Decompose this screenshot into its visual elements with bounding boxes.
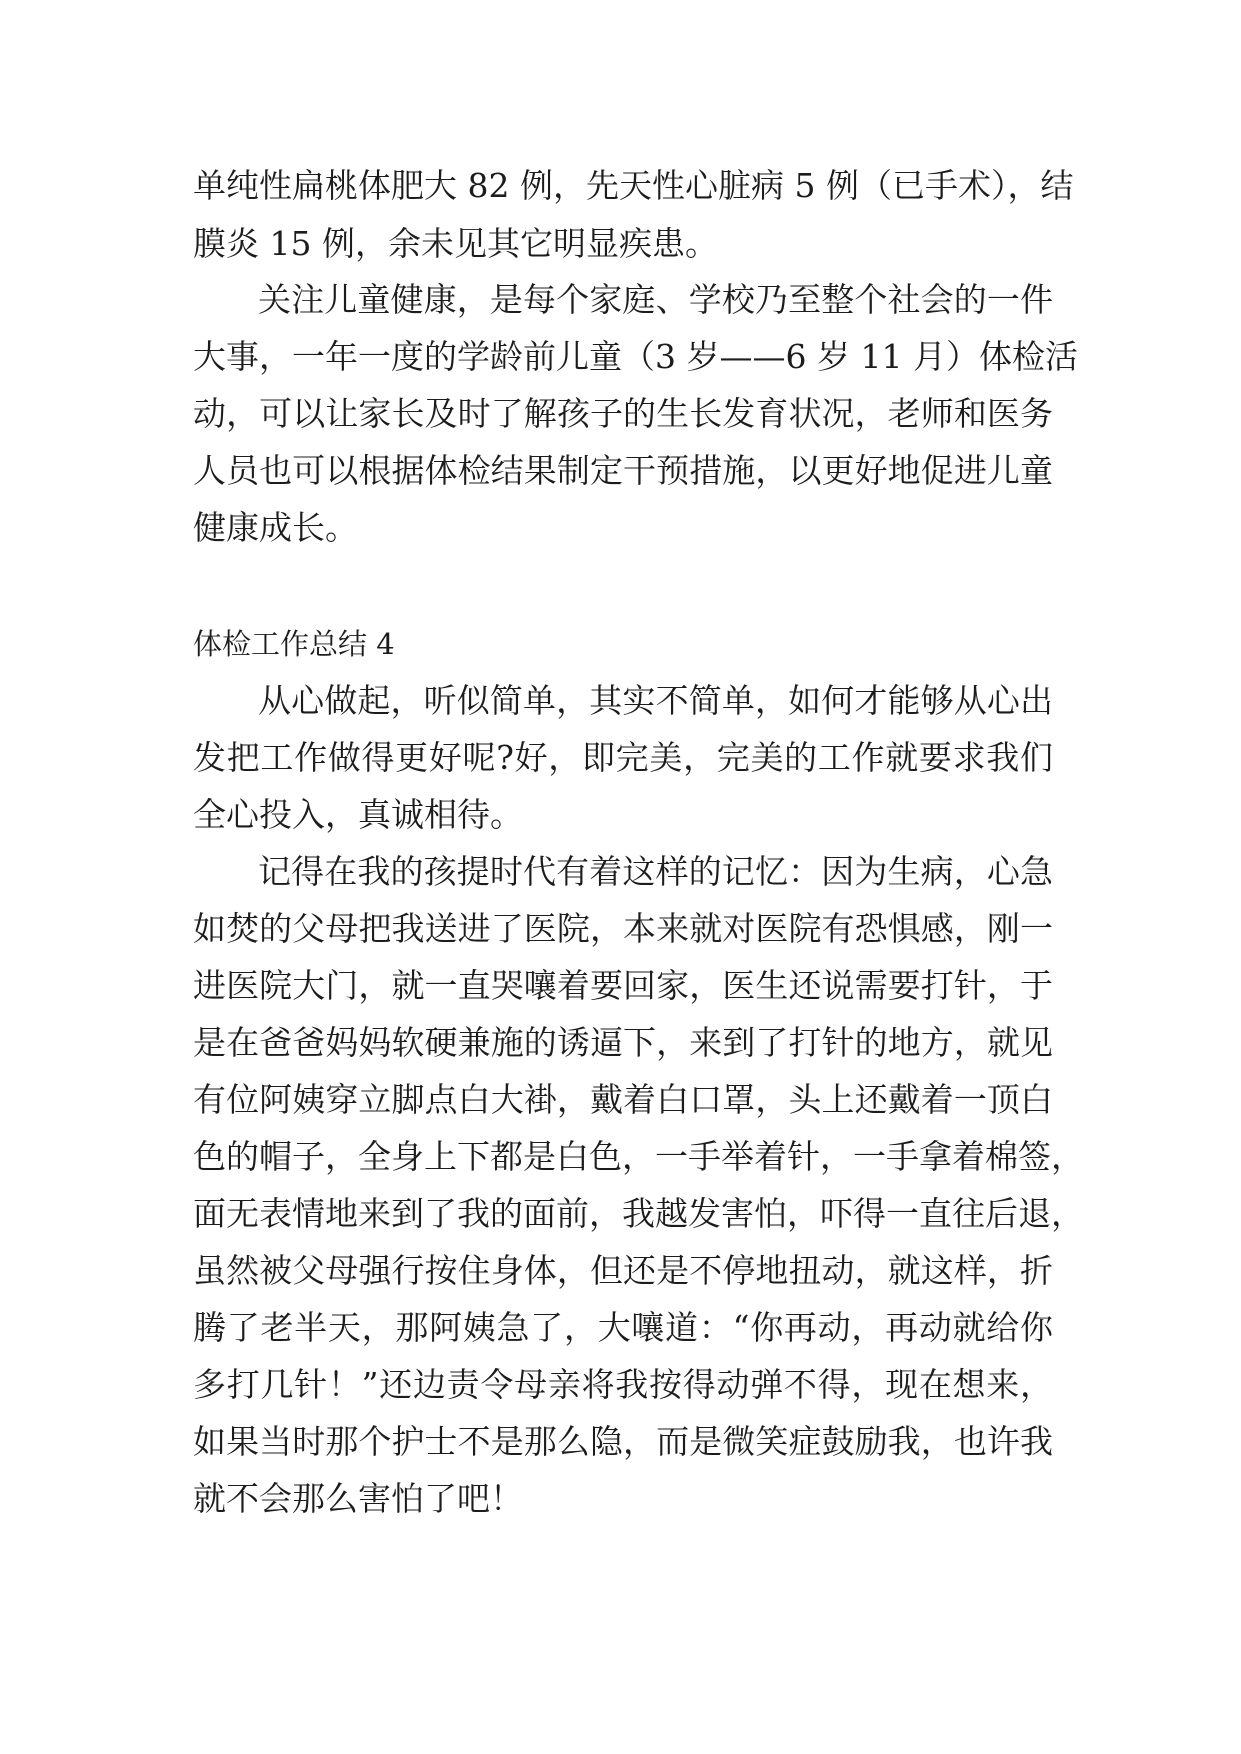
paragraph-2-line-1: 关注儿童健康，是每个家庭、学校乃至整个社会的一件 [258,280,1053,319]
paragraph-4-line-5: 有位阿姨穿立脚点白大褂，戴着白口罩，头上还戴着一顶白 [193,1080,1053,1119]
paragraph-4-line-10: 多打几针！”还边责令母亲将我按得动弹不得，现在想来， [193,1365,1053,1404]
paragraph-2-line-2: 大事，一年一度的学龄前儿童（3 岁——6 岁 11 月）体检活 [193,337,1078,376]
paragraph-2-line-4: 人员也可以根据体检结果制定干预措施，以更好地促进儿童 [193,451,1053,490]
paragraph-4-line-11: 如果当时那个护士不是那么隐，而是微笑症鼓励我，也许我 [193,1422,1053,1461]
paragraph-4-line-12: 就不会那么害怕了吧！ [193,1479,523,1518]
paragraph-4-line-2: 如焚的父母把我送进了医院，本来就对医院有恐惧感，刚一 [193,909,1053,948]
paragraph-4-line-6: 色的帽子，全身上下都是白色，一手举着针，一手拿着棉签， [193,1137,1084,1176]
paragraph-4-line-3: 进医院大门，就一直哭嚷着要回家，医生还说需要打针，于 [193,966,1053,1005]
paragraph-2-line-5: 健康成长。 [193,508,358,547]
paragraph-2-line-3: 动，可以让家长及时了解孩子的生长发育状况，老师和医务 [193,394,1053,433]
paragraph-1-line-1: 单纯性扁桃体肥大 82 例，先天性心脏病 5 例（已手术），结 [193,166,1074,205]
paragraph-4-line-7: 面无表情地来到了我的面前，我越发害怕，吓得一直往后退， [193,1194,1084,1233]
paragraph-4-line-1: 记得在我的孩提时代有着这样的记忆：因为生病，心急 [258,852,1053,891]
paragraph-3-line-1: 从心做起，听似简单，其实不简单，如何才能够从心出 [258,681,1053,720]
paragraph-4-line-8: 虽然被父母强行按住身体，但还是不停地扭动，就这样，折 [193,1251,1053,1290]
section-heading: 体检工作总结 4 [193,627,395,661]
paragraph-4-line-4: 是在爸爸妈妈软硬兼施的诱逼下，来到了打针的地方，就见 [193,1023,1053,1062]
paragraph-1-line-2: 膜炎 15 例，余未见其它明显疾患。 [193,224,718,263]
paragraph-3-line-3: 全心投入，真诚相待。 [193,795,523,834]
paragraph-4-line-9: 腾了老半天，那阿姨急了，大嚷道：“你再动，再动就给你 [193,1308,1053,1347]
paragraph-3-line-2: 发把工作做得更好呢?好，即完美，完美的工作就要求我们 [193,738,1053,777]
